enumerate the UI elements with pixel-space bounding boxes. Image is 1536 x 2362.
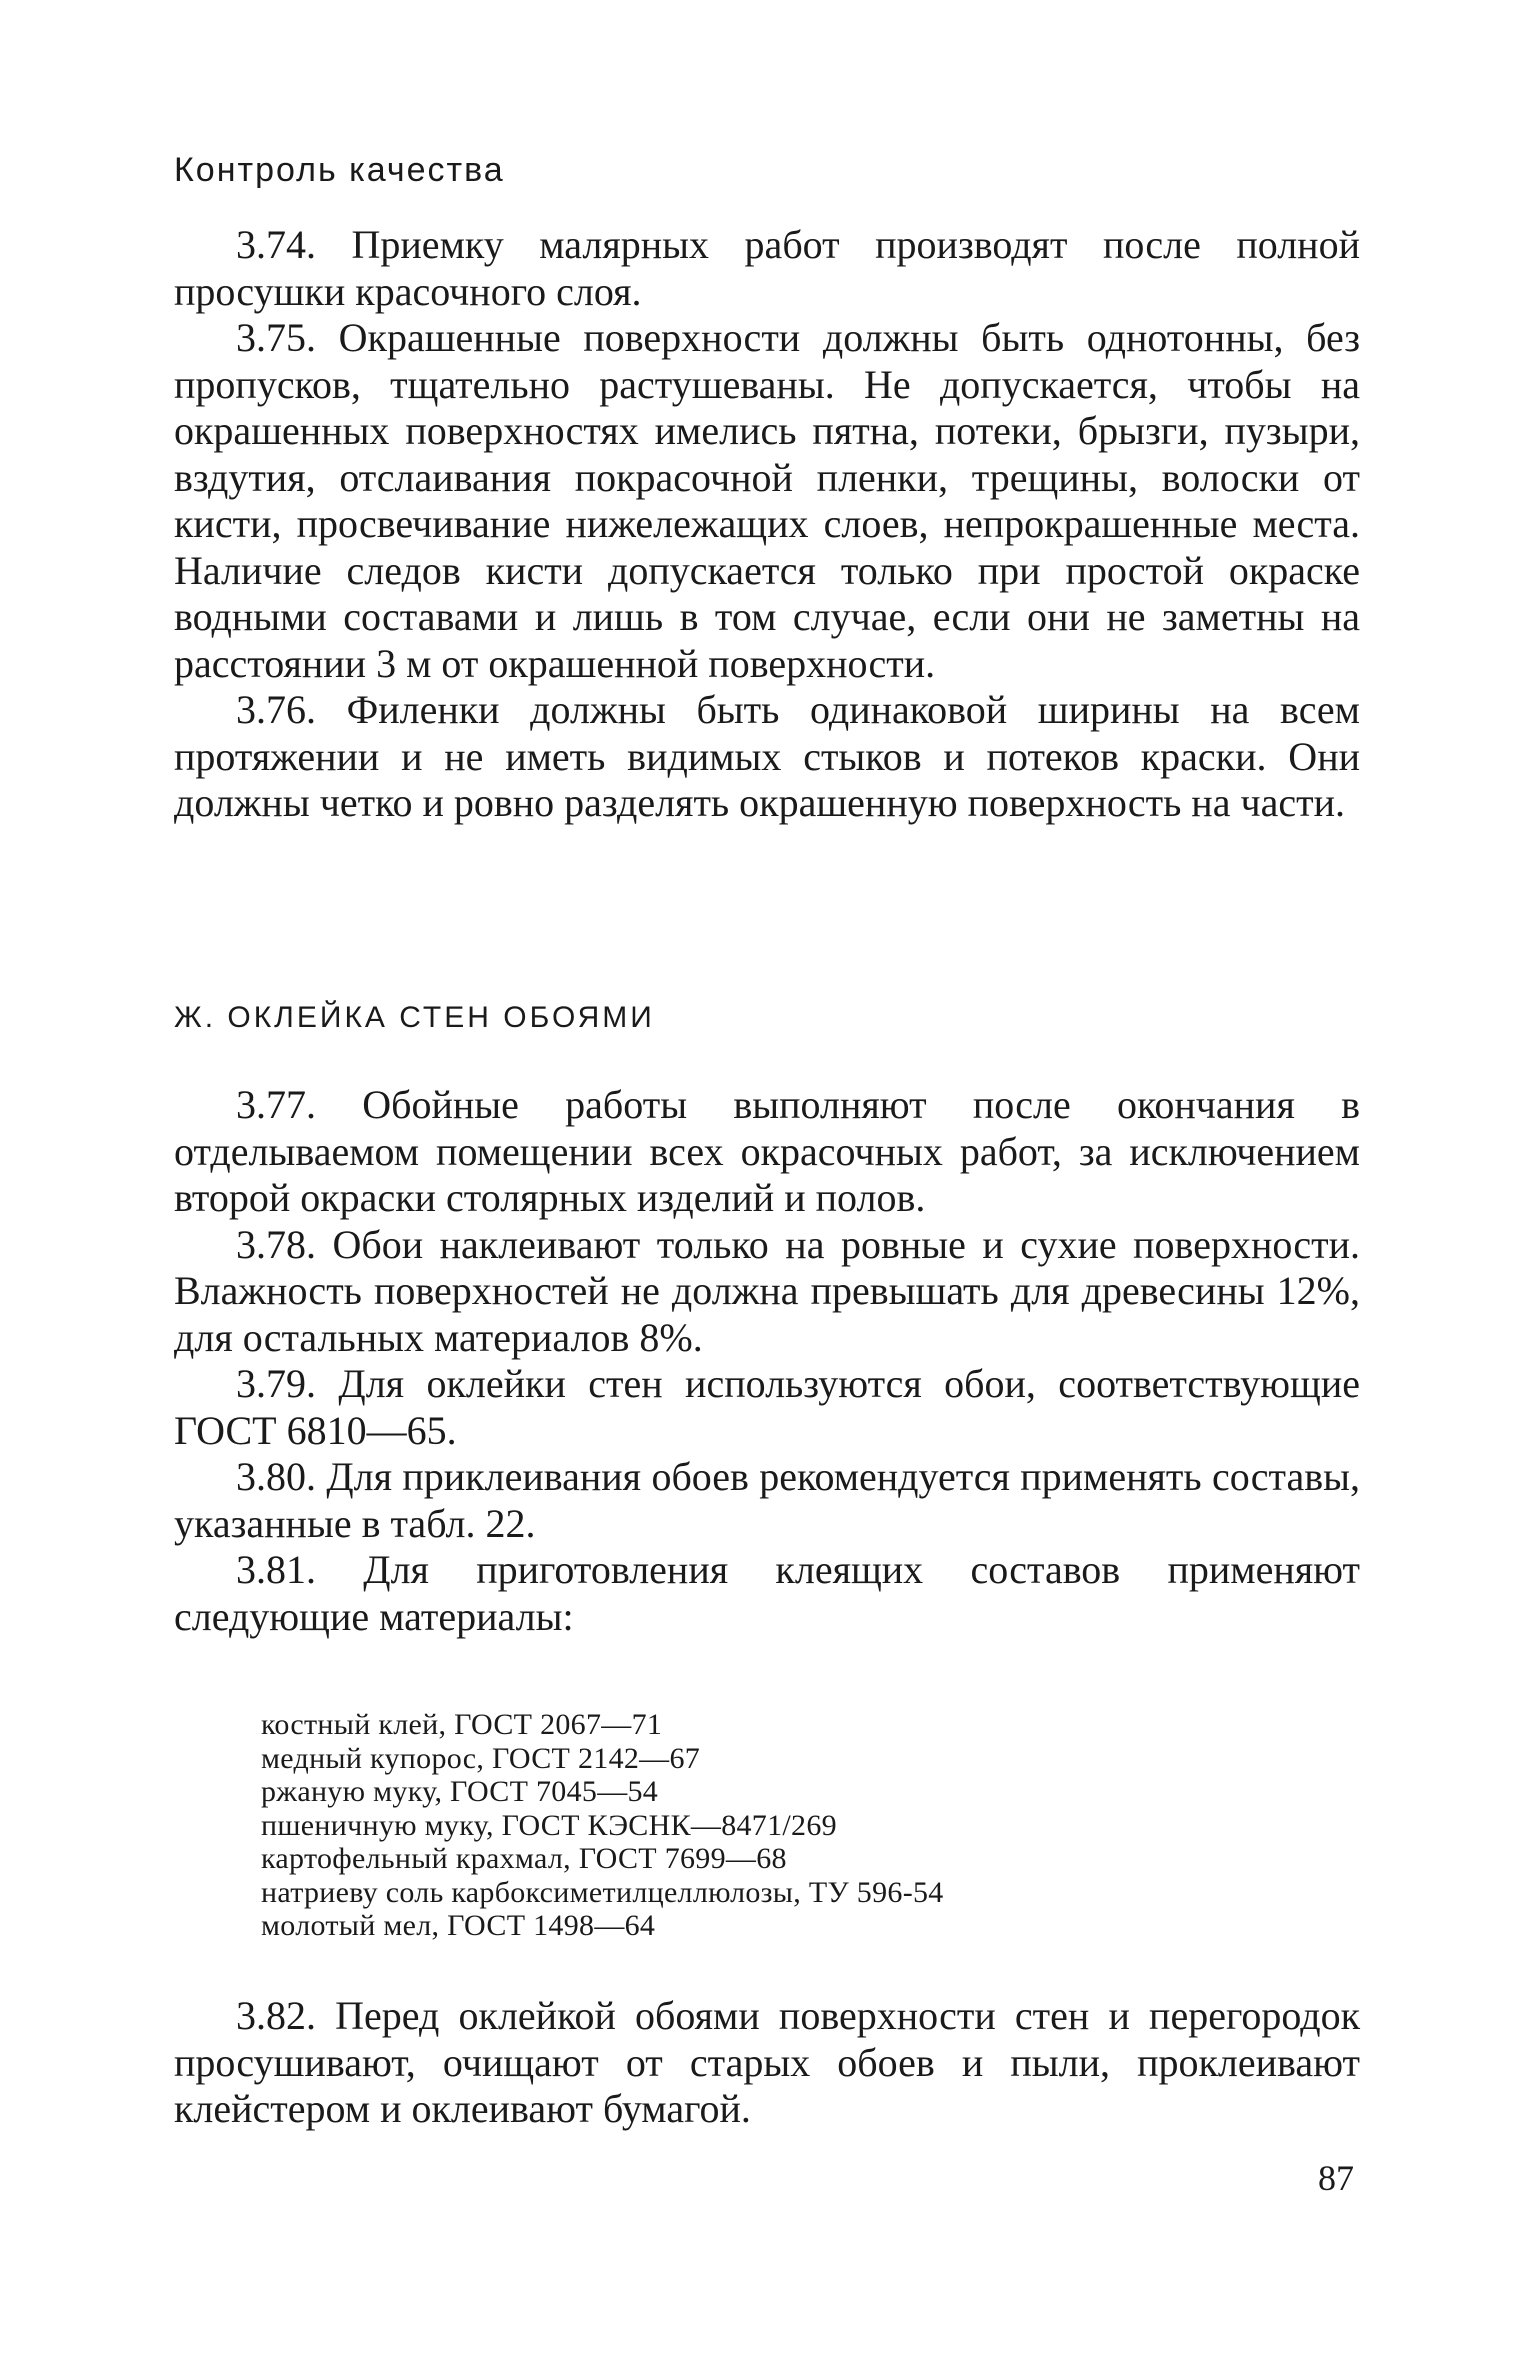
page-number: 87: [1318, 2158, 1354, 2198]
paragraph-3-75: 3.75. Окрашенные поверхности должны быть однотонны, без пропусков, тщательно растушеваны. Не допускается, чтобы на окрашенных поверхностях имелись пятна, потеки, брызги, пузыри, вздутия, отслаивания покрасочной пленки, трещины, волоски от кисти, просвечивание нижележащих слоев, непрокрашенные места. Наличие следов кисти допускается только при простой окраске водными составами и лишь в том случае, если они не заметны на расстоянии 3 м от окрашенной поверхности.: [174, 315, 1360, 686]
wallpaper-text: [174, 1082, 1360, 1640]
paragraph-3-81: 3.81. Для приготовления клеящих составов применяют следующие материалы:: [174, 1547, 1360, 1639]
list-item: медный купорос, ГОСТ 2142—67: [261, 1741, 701, 1775]
list-item: ржаную муку, ГОСТ 7045—54: [261, 1775, 659, 1808]
paragraph-3-80: 3.80. Для приклеивания обоев рекомендуется применять составы, указанные в табл. 22.: [174, 1454, 1360, 1546]
paragraph-3-76: 3.76. Филенки должны быть одинаковой ширины на всем протяжении и не иметь видимых стыков и потеков краски. Они должны четко и ровно разделять окрашенную поверхность на части.: [174, 687, 1360, 825]
paragraph-3-74: 3.74. Приемку малярных работ производят после полной просушки красочного слоя.: [174, 222, 1360, 314]
section-title-wallpaper: Ж. ОКЛЕЙКА СТЕН ОБОЯМИ: [174, 1001, 655, 1034]
list-item: картофельный крахмал, ГОСТ 7699—68: [261, 1842, 787, 1875]
list-item: пшеничную муку, ГОСТ КЭСНК—8471/269: [261, 1808, 837, 1842]
paragraph-3-77: 3.77. Обойные работы выполняют после окончания в отделываемом помещении всех окрасочных работ, за исключением второй окраски столярных изделий и полов.: [174, 1082, 1360, 1220]
list-item: молотый мел, ГОСТ 1498—64: [261, 1909, 656, 1942]
paragraph-3-79: 3.79. Для оклейки стен используются обои, соответствующие ГОСТ 6810—65.: [174, 1361, 1360, 1453]
paragraph-3-82: 3.82. Перед оклейкой обоями поверхности стен и перегородок просушивают, очищают от старых обоев и пыли, проклеивают клейстером и оклеивают бумагой.: [174, 1993, 1360, 2131]
quality-control-text: [174, 222, 1360, 827]
materials-list: [261, 1708, 1261, 1943]
list-item: натриеву соль карбоксиметилцеллюлозы, ТУ 596-54: [261, 1875, 944, 1909]
final-text: [174, 1993, 1360, 2133]
list-item: костный клей, ГОСТ 2067—71: [261, 1708, 663, 1741]
section-heading: Контроль качества: [174, 151, 505, 189]
paragraph-3-78: 3.78. Обои наклеивают только на ровные и сухие поверхности. Влажность поверхностей не должна превышать для древесины 12%, для остальных материалов 8%.: [174, 1221, 1360, 1360]
